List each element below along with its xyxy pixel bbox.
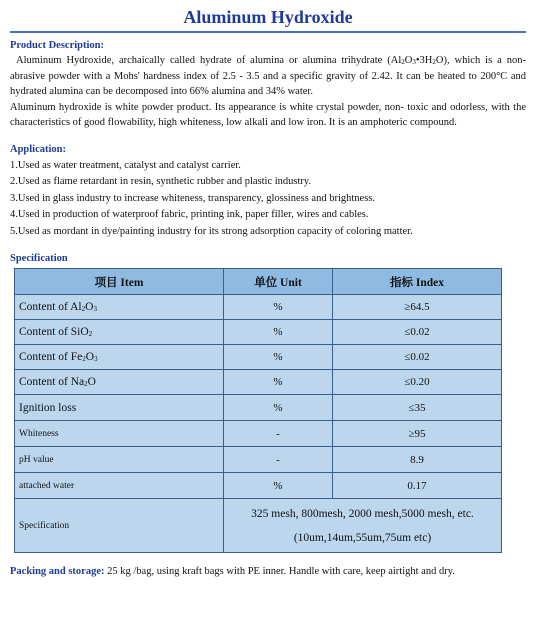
desc-sub-a: 2 bbox=[401, 58, 405, 66]
subscript: 2 bbox=[81, 305, 86, 313]
cell-item: Specification bbox=[15, 499, 224, 553]
cell-unit: % bbox=[224, 295, 333, 320]
item-text: Content of SiO bbox=[19, 326, 89, 338]
item-text: Content of Al bbox=[19, 301, 82, 313]
table-row bbox=[15, 421, 502, 447]
cell-specification-values bbox=[224, 499, 502, 553]
item-text: Content of Fe bbox=[19, 351, 83, 363]
cell-unit: % bbox=[224, 320, 333, 345]
particle-sizes: (10um,14um,55um,75um etc) bbox=[293, 531, 432, 544]
packing-text: 25 kg /bag, using kraft bags with PE inner. Handle with care, keep airtight and dry. bbox=[104, 566, 455, 577]
cell-index: 0.17 bbox=[333, 473, 502, 499]
cell-item bbox=[15, 370, 224, 395]
subscript: 2 bbox=[88, 330, 93, 338]
cell-index: 8.9 bbox=[333, 447, 502, 473]
application-item: 2.Used as flame retardant in resin, synthetic rubber and plastic industry. bbox=[10, 176, 312, 187]
subscript: 3 bbox=[93, 305, 97, 313]
table-row bbox=[15, 395, 502, 421]
product-description-paragraph-1 bbox=[10, 53, 526, 100]
cell-item bbox=[15, 320, 224, 345]
application-list bbox=[10, 158, 526, 241]
table-row bbox=[15, 345, 502, 370]
packing-label: Packing and storage: bbox=[10, 566, 105, 577]
cell-unit: % bbox=[224, 345, 333, 370]
cell-unit: - bbox=[224, 421, 333, 447]
item-text: Ignition loss bbox=[19, 401, 77, 414]
header-index: 指标 Index bbox=[333, 269, 502, 295]
application-item: 1.Used as water treatment, catalyst and catalyst carrier. bbox=[10, 159, 241, 171]
product-description-heading: Product Description: bbox=[10, 40, 105, 51]
application-item: 4.Used in production of waterproof fabric, printing ink, paper filler, wires and cables. bbox=[10, 209, 369, 220]
table-header-row bbox=[15, 269, 502, 295]
desc-sub-c: 2 bbox=[432, 58, 436, 66]
application-heading: Application: bbox=[10, 143, 67, 155]
page-title: Aluminum Hydroxide bbox=[183, 7, 353, 27]
header-unit: 单位 Unit bbox=[224, 269, 333, 295]
subscript: 2 bbox=[84, 380, 88, 388]
cell-unit: - bbox=[224, 447, 333, 473]
cell-index: ≤0.20 bbox=[333, 370, 502, 395]
mesh-sizes: 325 mesh, 800mesh, 2000 mesh,5000 mesh, etc. bbox=[251, 507, 474, 520]
specification-table bbox=[14, 268, 502, 553]
cell-item bbox=[15, 345, 224, 370]
desc-text-a: Aluminum Hydroxide, archaically called hydrate of alumina or alumina trihydrate (Al bbox=[16, 55, 402, 66]
desc-sub-b: 3 bbox=[412, 58, 416, 66]
item-text: Whiteness bbox=[19, 428, 59, 439]
table-row bbox=[15, 295, 502, 320]
subscript: 3 bbox=[94, 355, 98, 363]
table-row bbox=[15, 473, 502, 499]
specification-heading: Specification bbox=[10, 253, 68, 264]
cell-item bbox=[15, 395, 224, 421]
cell-unit: % bbox=[224, 370, 333, 395]
cell-item bbox=[15, 447, 224, 473]
table-row bbox=[15, 370, 502, 395]
item-text: O bbox=[85, 351, 95, 363]
cell-item bbox=[15, 473, 224, 499]
title-underline bbox=[10, 31, 526, 33]
cell-index: ≤0.02 bbox=[333, 320, 502, 345]
item-text: Content of Na bbox=[19, 376, 85, 388]
cell-index: ≥64.5 bbox=[333, 295, 502, 320]
application-item: 3.Used in glass industry to increase whiteness, transparency, glossiness and brightness. bbox=[10, 192, 376, 204]
cell-item bbox=[15, 421, 224, 447]
cell-unit: % bbox=[224, 473, 333, 499]
packing-storage bbox=[10, 565, 526, 579]
desc-text-c: •3H bbox=[415, 55, 433, 66]
cell-unit: % bbox=[224, 395, 333, 421]
specification-table-body bbox=[15, 295, 502, 553]
cell-index: ≤0.02 bbox=[333, 345, 502, 370]
table-row bbox=[15, 447, 502, 473]
table-row bbox=[15, 320, 502, 345]
cell-index: ≤35 bbox=[333, 395, 502, 421]
cell-index: ≥95 bbox=[333, 421, 502, 447]
desc-text-d: O), which is a non-abrasive powder with a Mohs' hardness index of 2.5 - 3.5 and a specific gravity of 2.42. It can be heated to 200°C and hydrated alumina can be decomposed into 66% alumina and 34% water. bbox=[10, 55, 526, 97]
table-row bbox=[15, 499, 502, 553]
item-text: attached water bbox=[19, 480, 75, 491]
item-text: O bbox=[85, 301, 94, 313]
item-text: O bbox=[87, 376, 96, 388]
product-description-paragraph-2: Aluminum hydroxide is white powder product. Its appearance is white crystal powder, non- toxic and odorless, with the characteristics of good flowability, high whiteness, low alkali and low iron. It is an amphoteric compound. bbox=[10, 101, 526, 128]
cell-item bbox=[15, 295, 224, 320]
header-item: 项目 Item bbox=[15, 269, 224, 295]
desc-text-b: O bbox=[404, 55, 413, 66]
item-text: pH value bbox=[19, 454, 54, 465]
application-item: 5.Used as mordant in dye/painting industry for its strong adsorption capacity of coloring matter. bbox=[10, 225, 413, 237]
subscript: 2 bbox=[82, 355, 86, 363]
